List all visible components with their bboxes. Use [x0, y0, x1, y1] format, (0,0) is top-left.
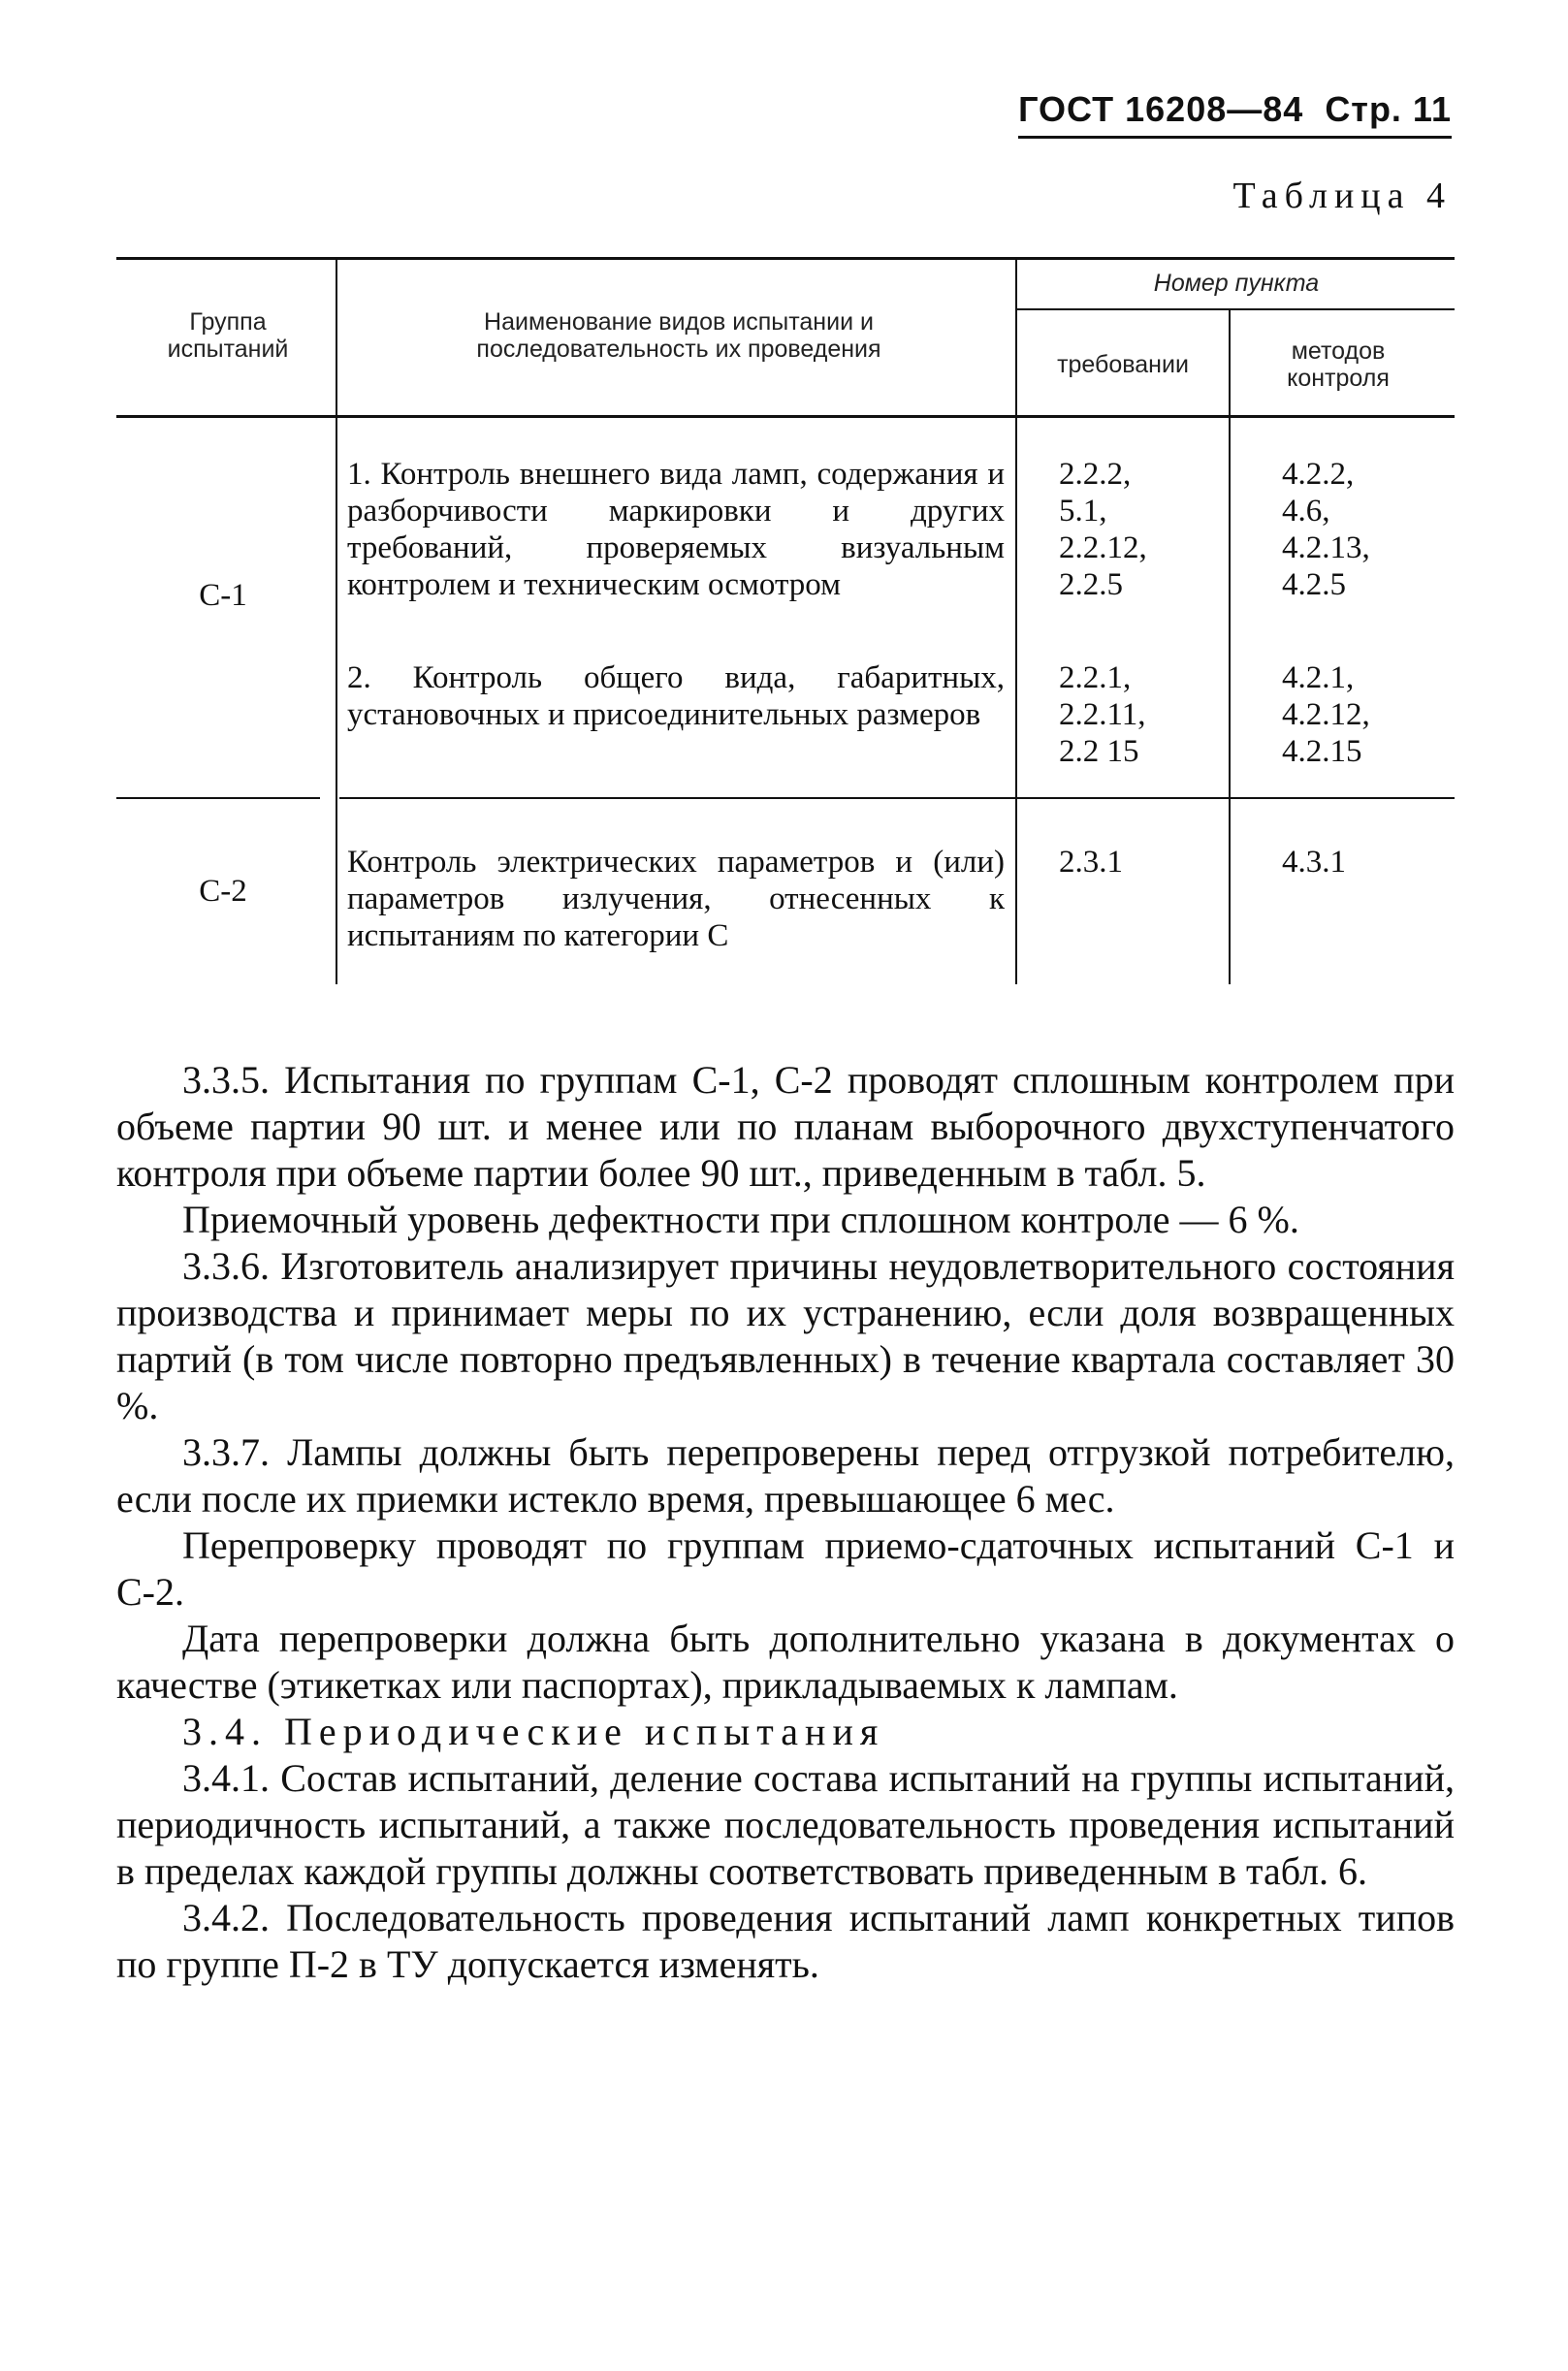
header-point-number: Номер пункта [1153, 270, 1320, 297]
paragraph-acceptance-level: Приемочный уровень дефектности при сплошном контроле — 6 %. [182, 1198, 1299, 1241]
point-number-subrule [1016, 308, 1455, 310]
group-label-c2: С-2 [199, 874, 247, 909]
group-separator-rule-right [339, 797, 1455, 799]
header-bottom-rule [116, 415, 1455, 418]
group-label-c1: С-1 [199, 578, 247, 613]
group-separator-rule [116, 797, 320, 799]
test-item-1-methods: 4.2.2, 4.6, 4.2.13, 4.2.5 [1282, 457, 1370, 602]
header-test-name: Наименование видов испытании и последовательность их проведения [476, 308, 881, 363]
column-divider-3 [1229, 308, 1231, 984]
header-requirements: требовании [1057, 351, 1189, 378]
test-item-1-text: 1. Контроль внешнего вида ламп, содержания и разборчивости маркировки и других требований, проверяемых визуальным контролем и техническим осмотром [347, 457, 1005, 602]
header-group: Группа испытаний [167, 308, 289, 363]
paragraph-3-3-6: 3.3.6. Изготовитель анализирует причины неудовлетворительного состояния производства и принимает меры по их устранению, если доля возвращенных партий (в том числе повторно предъявленных) в течение квартала составляет 30 %. [116, 1244, 1455, 1427]
standard-number: ГОСТ 16208—84 [1018, 89, 1304, 129]
column-divider-1 [336, 257, 337, 984]
body-text [116, 1057, 1455, 1988]
test-item-2-text: 2. Контроль общего вида, габаритных, установочных и присоединительных размеров [347, 660, 1005, 732]
page-number: Стр. 11 [1325, 89, 1452, 129]
paragraph-recheck-groups: Перепроверку проводят по группам приемо-сдаточных испытаний С-1 и С-2. [116, 1523, 1455, 1614]
test-item-2-requirements: 2.2.1, 2.2.11, 2.2 15 [1059, 660, 1146, 769]
paragraph-recheck-date: Дата перепроверки должна быть дополнительно указана в документах о качестве (этикетках или паспортах), прикладываемых к лампам. [116, 1617, 1455, 1707]
test-item-3-requirements: 2.3.1 [1059, 845, 1123, 880]
test-item-3-text: Контроль электрических параметров и (или) параметров излучения, отнесенных к испытаниям по категории С [347, 845, 1005, 953]
paragraph-3-4-1: 3.4.1. Состав испытаний, деление состава испытаний на группы испытаний, периодичность испытаний, а также последовательность проведения испытаний в пределах каждой группы должны соответствовать приведенным в табл. 6. [116, 1756, 1455, 1893]
test-item-1-requirements: 2.2.2, 5.1, 2.2.12, 2.2.5 [1059, 457, 1147, 602]
table-top-rule [116, 257, 1455, 260]
paragraph-3-3-5: 3.3.5. Испытания по группам С-1, С-2 проводят сплошным контролем при объеме партии 90 шт. и менее или по планам выборочного двухступенчатого контроля при объеме партии более 90 шт., приведенным в табл. 5. [116, 1058, 1455, 1195]
page-header [1018, 89, 1452, 139]
test-item-2-methods: 4.2.1, 4.2.12, 4.2.15 [1282, 660, 1370, 769]
test-item-3-methods: 4.3.1 [1282, 845, 1346, 880]
column-divider-2 [1015, 257, 1017, 984]
header-methods: методов контроля [1287, 337, 1390, 392]
section-heading-3-4: 3.4. Периодические испытания [182, 1710, 885, 1753]
table-caption: Таблица 4 [1232, 176, 1452, 216]
paragraph-3-4-2: 3.4.2. Последовательность проведения испытаний ламп конкретных типов по группе П-2 в ТУ допускается изменять. [116, 1896, 1455, 1986]
paragraph-3-3-7: 3.3.7. Лампы должны быть перепроверены перед отгрузкой потребителю, если после их приемки истекло время, превышающее 6 мес. [116, 1430, 1455, 1521]
